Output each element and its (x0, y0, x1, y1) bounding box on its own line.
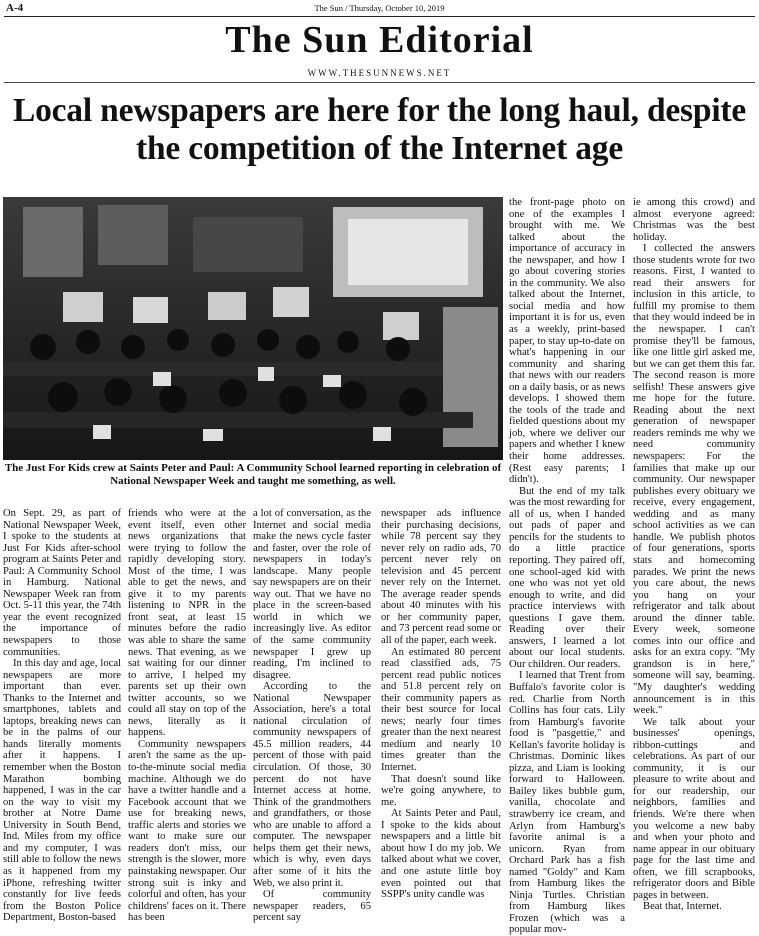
paragraph: In this day and age, local newspapers are more important than ever. Thanks to the Internet and smartphones, tablets and laptops, breaking news can be in the palms of our hands literally moments after it happens. I remember when the Boston Marathon bombing happened, I was in the car on the way to visit my brother at Notre Dame University in South Bend, Ind. Miles from my office and my computer, I was still able to follow the news as it happened from my iPhone, refreshing twitter constantly for live feeds from the Boston Police Department, Boston-based (3, 658, 121, 924)
paragraph: ie among this crowd) and almost everyone agreed: Christmas was the best holiday. (633, 197, 755, 243)
paragraph: a lot of conversation, as the Internet and social media make the news cycle faster and faster, over the role of newspapers in today's landscape. Many people say newspapers are on their way out. That we have no place in the screen-based world in which we increasingly live. As editor of the same community newspaper I grew up reading, I'm inclined to disagree. (253, 508, 371, 681)
paragraph: the front-page photo on one of the examples I brought with me. We talked about the importance of accuracy in the newspaper, and how I go about covering stories in the community. We also talked about the Internet, social media and how important it is for us, even as a weekly, print-based paper, to stay up-to-date on what's happening in our community and sharing that news with our readers on a daily basis, or as news develops. I showed them the tools of the trade and fielded questions about my job, where we deliver our papers and whether I knew their home addresses. (Rest easy parents; I didn't). (509, 197, 625, 486)
article-column-2 (128, 508, 246, 924)
paragraph: I learned that Trent from Buffalo's favorite color is red. Charlie from North Collins has four cats. Lily from Hamburg's favorite food is "pasgettie," and Kellan's favorite holiday is Christmas. Dominic likes pizza, and Liam is looking forward to Halloween. Bailey likes bubble gum, vanilla, chocolate and strawberry ice cream, and Arlyn from Hamburg's favorite animal is a unicorn. Ryan from Orchard Park has a fish named "Goldy" and Kam from Hamburg likes the Ninja Turtles. Christian from Hamburg likes Frozen (which was a popular mov- (509, 670, 625, 936)
masthead-title: The Sun Editorial (225, 19, 534, 61)
dateline: The Sun / Thursday, October 10, 2019 (314, 3, 445, 13)
page-number: A-4 (6, 2, 24, 14)
paragraph: On Sept. 29, as part of National Newspaper Week, I spoke to the students at Just For Kids after-school program at Saints Peter and Paul: A Community School in Hamburg. National Newspaper Week ran from Oct. 5-11 this year, the 74th year the event recognized the importance of newspapers to those communities. (3, 508, 121, 658)
paragraph: Community newspapers aren't the same as the up-to-the-minute social media machine. Although we do have a twitter handle and a Facebook account that we use for breaking news, traffic alerts and stories we want to make sure our readers don't miss, our strength is the slower, more painstaking newspaper. Our strong suit is inky and colorful and often, has your childrens' faces on it. There has been (128, 738, 246, 924)
article-column-5 (509, 197, 625, 936)
article-column-4 (381, 508, 501, 901)
paragraph: friends who were at the event itself, even other news organizations that were trying to follow the rapidly developing story. Most of the time, I was able to get the news, and give it to my parents listening to NPR in the front seat, at least 15 minutes before the radio was able to share the same news. That evening, as we sat waiting for our dinner to arrive, I helped my parents set up their own twitter accounts, so we could all stay on top of the news, literally as it happens. (128, 508, 246, 739)
paragraph: I collected the answers those students wrote for two reasons. First, I wanted to read their answers for inclusion in this article, to fulfill my promise to them that they would indeed be in the newspaper. I can't promise they'll be famous, like one little girl asked me, but we can get them this far. The second reason is more selfish! These answers give me hope for the future. Reading about the next generation of newspaper readers reminds me why we need community newspapers: For the families that make up our community. Our newspaper publishes every obituary we receive, every engagement, wedding and as many school activities as we can handle. We publish photos of four generations, sports stats and homecoming parades. We print the news you care about, the news you hang on your refrigerator and talk about around the dinner table. Every week, someone comes into our office and asks for an extra copy. "My grandson is in here," someone will say, beaming. "My daughter's wedding announcement is in this week." (633, 243, 755, 717)
paragraph: But the end of my talk was the most rewarding for all of us, when I handed out pads of paper and pencils for the students to do a little practice reporting. They paired off, one school-aged kid with one who was not yet old enough to write, and did practice interviews with questions I gave them. Reading over their answers, I learned a lot about our local students. Our children. Our readers. (509, 485, 625, 670)
paragraph: An estimated 80 percent read classified ads, 75 percent read public notices and 51.8 percent rely on their community papers as their best source for local news; nearly four times greater than the next nearest medium and nearly 10 times greater than the Internet. (381, 646, 501, 774)
article-column-1 (3, 508, 121, 924)
paragraph: At Saints Peter and Paul, I spoke to the kids about newspapers and a little bit about how I do my job. We talked about what we cover, and one astute little boy even pointed out that SSPP's unity candle was (381, 808, 501, 901)
paragraph: newspaper ads influence their purchasing decisions, while 78 percent say they never rely on radio ads, 70 percent never rely on television and 45 percent never rely on the Internet. The average reader spends about 40 minutes with his or her community paper, and 73 percent read some or all of the paper, each week. (381, 508, 501, 647)
paragraph: We talk about your businesses' openings, ribbon-cuttings and celebrations. As part of our community, it is our pleasure to write about and for our readership, our neighbors, families and friends. We're there when you welcome a new baby and when your photo and name appear in our obituary page for the last time and often, we fill scrapbooks, refrigerator doors and Bible pages in between. (633, 716, 755, 901)
classroom-photo (3, 197, 503, 460)
paragraph: Of community newspaper readers, 65 percent say (253, 889, 371, 924)
paragraph: That doesn't sound like we're going anywhere, to me. (381, 773, 501, 808)
article-column-3 (253, 508, 371, 924)
top-rule (4, 16, 755, 17)
photo-caption: The Just For Kids crew at Saints Peter and Paul: A Community School learned reporting in celebration of National Newspaper Week and taught me something, as well. (4, 462, 502, 487)
masthead-rule (4, 82, 755, 83)
masthead-url: WWW.THESUNNEWS.NET (307, 68, 452, 78)
article-column-6 (633, 197, 755, 913)
headline: Local newspapers are here for the long haul, despite the competition of the Internet age (12, 92, 747, 167)
paragraph: According to the National Newspaper Association, here's a total national circulation of community newspapers of 45.5 million readers, 44 percent of those with paid circulation. Of those, 30 percent do not have Internet access at home. Think of the grandmothers and grandfathers, or those who are unable to afford a computer. The newspaper helps them get their news, which is why, even days after some of it hits the Web, we also print it. (253, 681, 371, 889)
classroom-photo-art (3, 197, 503, 460)
paragraph: Beat that, Internet. (643, 901, 722, 913)
